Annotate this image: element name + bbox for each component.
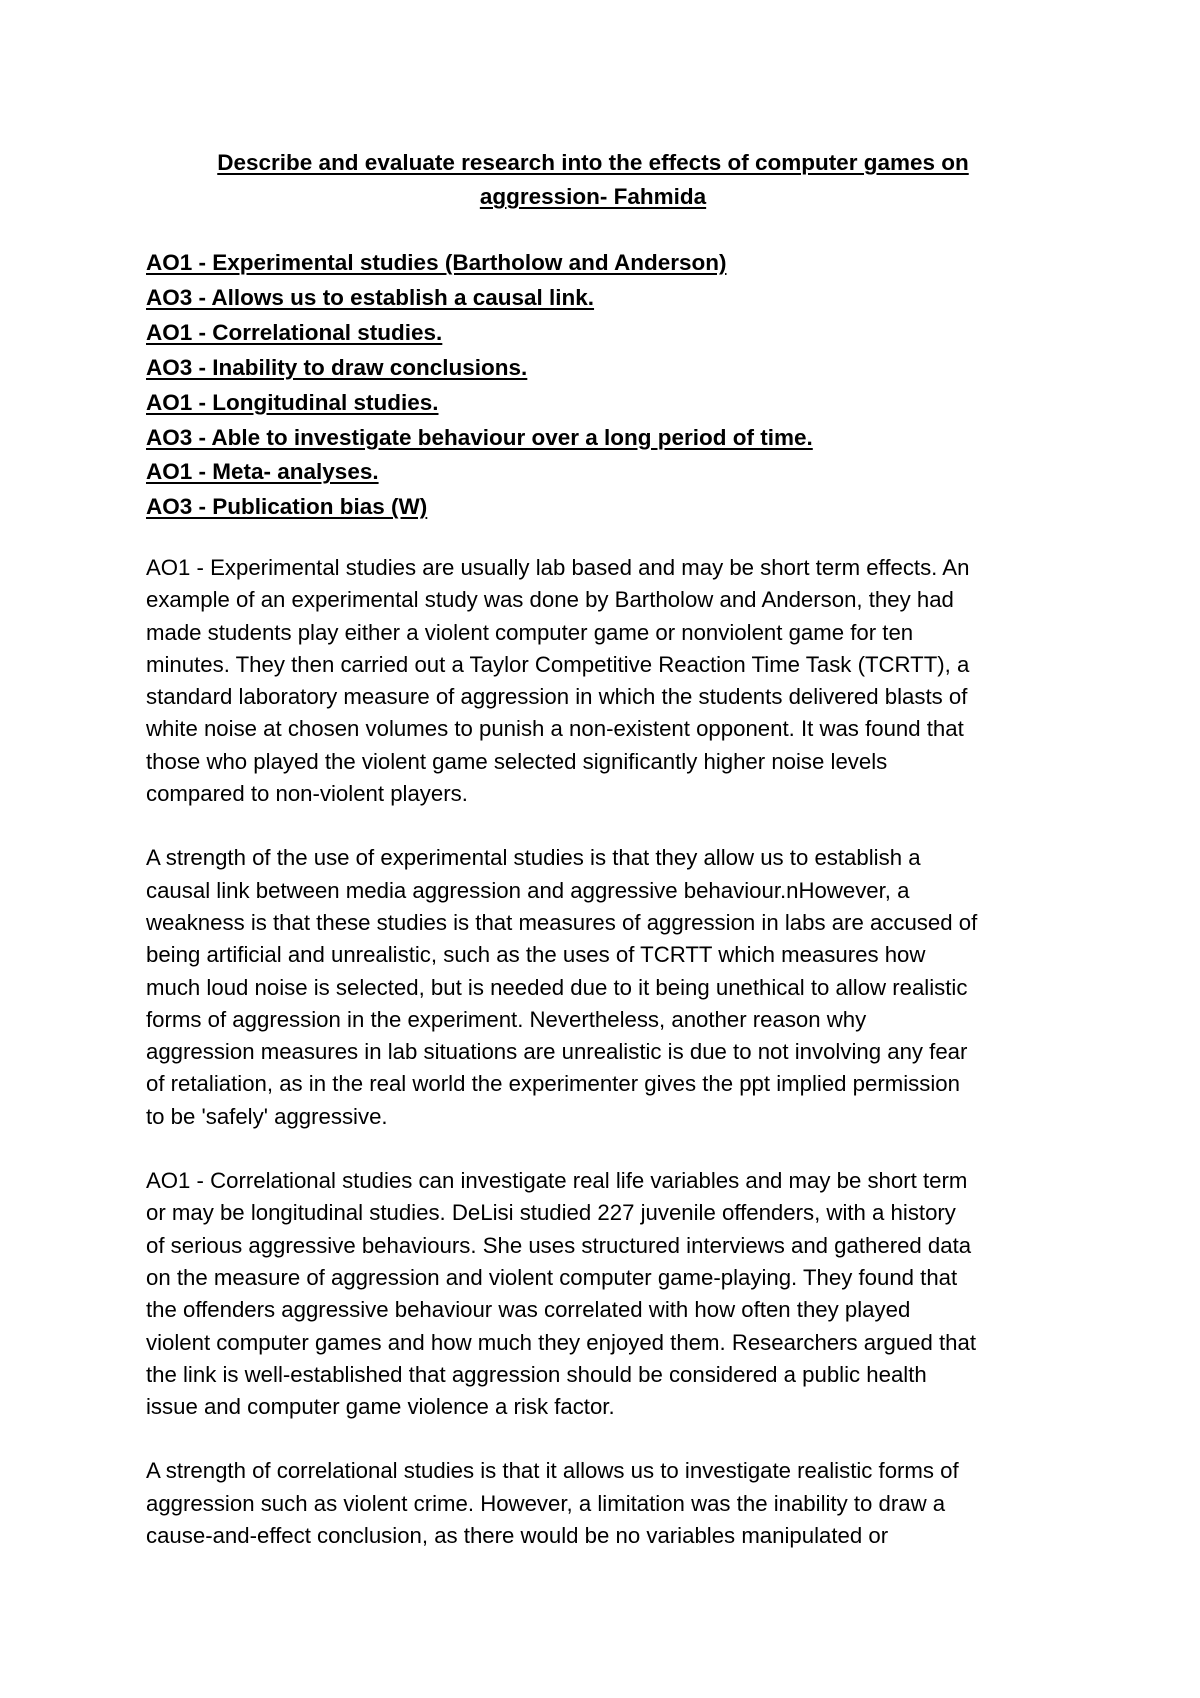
outline-item: AO1 - Experimental studies (Bartholow and Anderson) — [146, 250, 727, 275]
text-line: those who played the violent game selected significantly higher noise levels — [146, 748, 888, 774]
essay-body — [146, 552, 1066, 1584]
text-line: issue and computer game violence a risk factor. — [146, 1394, 615, 1420]
outline-item: AO1 - Meta- analyses. — [146, 459, 379, 485]
text-line: compared to non-violent players. — [146, 781, 468, 807]
title-line-1: Describe and evaluate research into the effects of computer games on — [217, 150, 969, 175]
paragraph-correlational-studies — [146, 1165, 1066, 1423]
outline-item: AO3 - Publication bias (W) — [146, 494, 428, 520]
text-line: aggression such as violent crime. However, a limitation was the inability to draw a — [146, 1490, 946, 1516]
text-line: to be 'safely' aggressive. — [146, 1103, 388, 1129]
essay-outline — [146, 246, 1046, 525]
text-line: much loud noise is selected, but is needed due to it being unethical to allow realistic — [146, 974, 968, 1000]
text-line: AO1 - Correlational studies can investigate real life variables and may be short term — [146, 1168, 968, 1194]
text-line: the offenders aggressive behaviour was correlated with how often they played — [146, 1297, 911, 1323]
text-line: made students play either a violent computer game or nonviolent game for ten — [146, 619, 914, 645]
outline-item: AO3 - Inability to draw conclusions. — [146, 354, 528, 380]
text-line: example of an experimental study was done by Bartholow and Anderson, they had — [146, 587, 954, 613]
text-line: A strength of the use of experimental studies is that they allow us to establish a — [146, 845, 921, 871]
document-title — [146, 146, 1040, 214]
text-line: minutes. They then carried out a Taylor Competitive Reaction Time Task (TCRTT), a — [146, 651, 970, 677]
text-line: standard laboratory measure of aggression in which the students delivered blasts of — [146, 684, 968, 710]
text-line: of serious aggressive behaviours. She uses structured interviews and gathered data — [146, 1232, 972, 1258]
text-line: aggression measures in lab situations are unrealistic is due to not involving any fear — [146, 1039, 968, 1065]
outline-item: AO1 - Longitudinal studies. — [146, 389, 439, 415]
text-line: on the measure of aggression and violent computer game-playing. They found that — [146, 1264, 958, 1290]
text-line: causal link between media aggression and aggressive behaviour.nHowever, a — [146, 877, 910, 903]
text-line: the link is well-established that aggression should be considered a public health — [146, 1361, 927, 1387]
text-line: violent computer games and how much they enjoyed them. Researchers argued that — [146, 1329, 977, 1355]
text-line: forms of aggression in the experiment. Nevertheless, another reason why — [146, 1006, 867, 1032]
text-line: cause-and-effect conclusion, as there would be no variables manipulated or — [146, 1523, 889, 1549]
outline-item: AO3 - Able to investigate behaviour over a long period of time. — [146, 424, 813, 450]
title-line-2: aggression- Fahmida — [479, 184, 707, 209]
text-line: AO1 - Experimental studies are usually lab based and may be short term effects. An — [146, 555, 970, 580]
text-line: weakness is that these studies is that measures of aggression in labs are accused of — [146, 909, 978, 935]
text-line: white noise at chosen volumes to punish a non-existent opponent. It was found that — [146, 716, 964, 742]
outline-item: AO3 - Allows us to establish a causal link. — [146, 284, 595, 310]
paragraph-experimental-evaluation — [146, 842, 1066, 1133]
text-line: or may be longitudinal studies. DeLisi studied 227 juvenile offenders, with a history — [146, 1200, 956, 1226]
paragraph-correlational-evaluation — [146, 1455, 1066, 1552]
text-line: of retaliation, as in the real world the experimenter gives the ppt implied permission — [146, 1071, 960, 1097]
paragraph-experimental-studies — [146, 552, 1066, 810]
text-line: A strength of correlational studies is that it allows us to investigate realistic forms of — [146, 1458, 959, 1484]
text-line: being artificial and unrealistic, such as the uses of TCRTT which measures how — [146, 942, 926, 968]
outline-item: AO1 - Correlational studies. — [146, 319, 443, 345]
